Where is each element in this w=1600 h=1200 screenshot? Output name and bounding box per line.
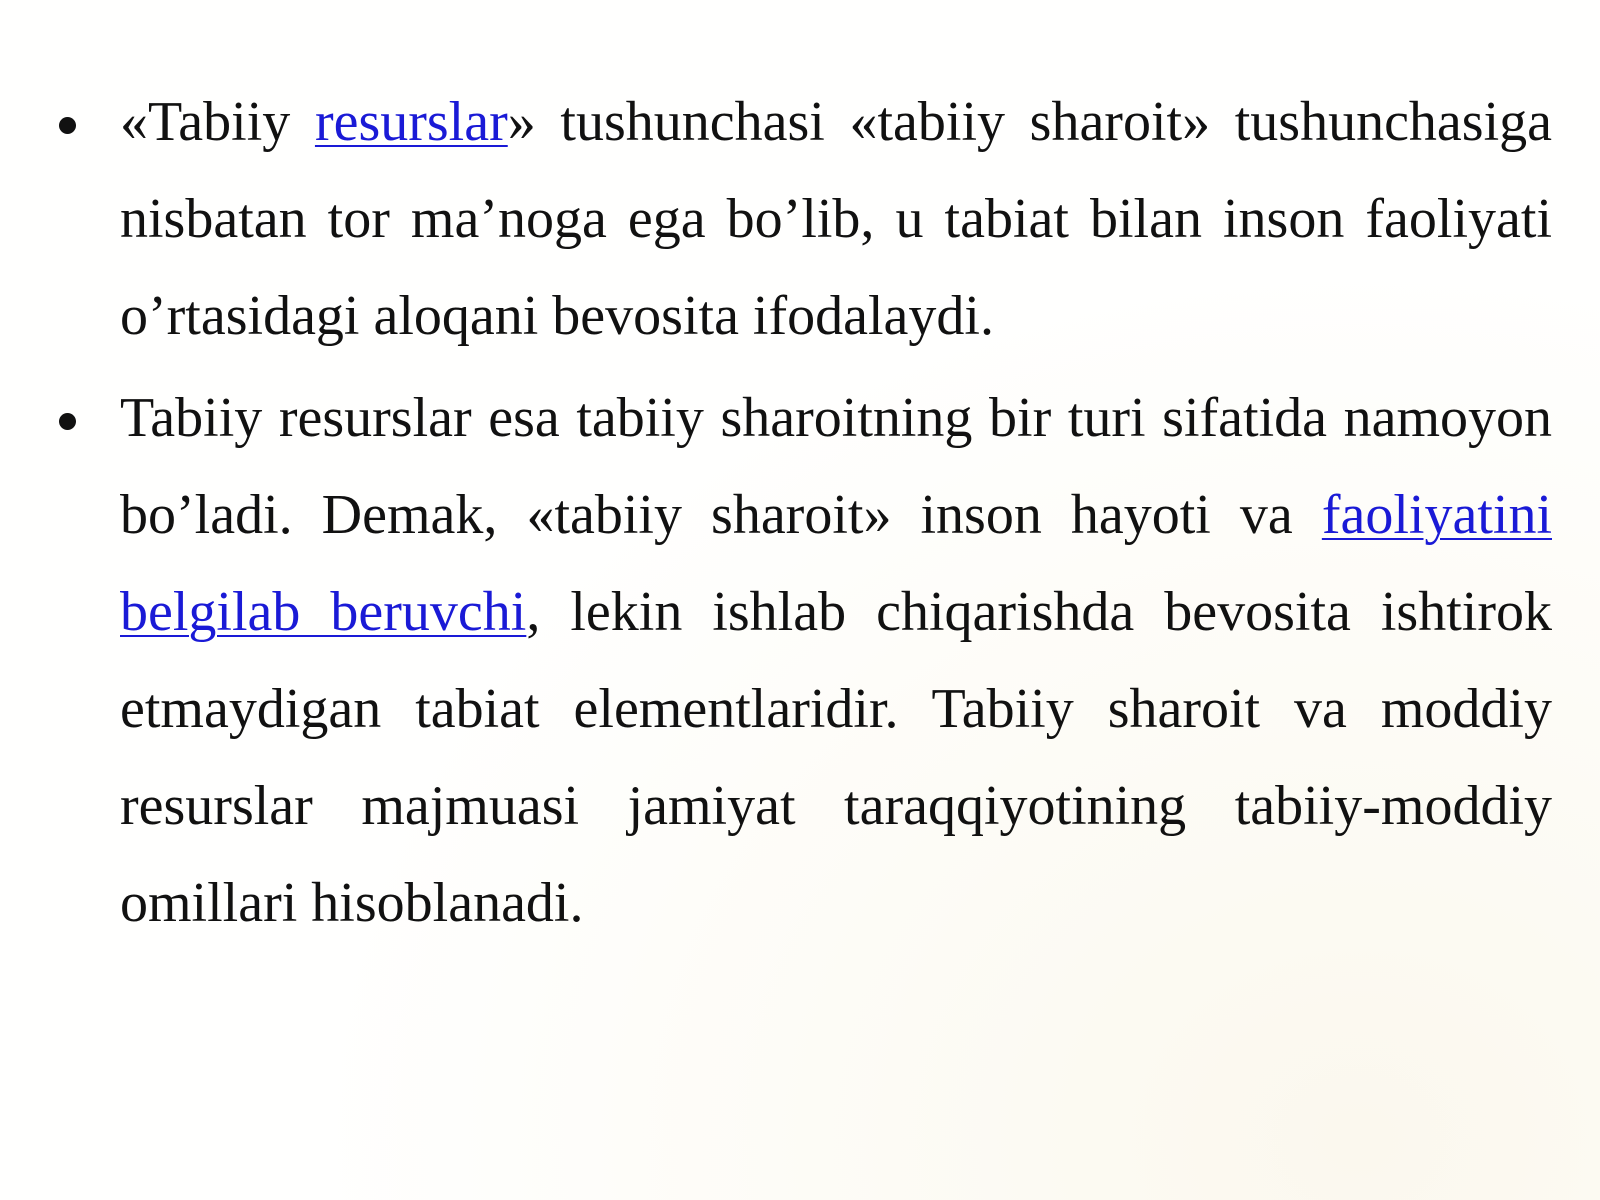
bullet-list	[120, 74, 1552, 957]
bullet-text: » tushunchasi «tabiiy sharoit» tushunchasiga nisbatan tor ma’noga ega bo’lib, u tabiat bilan inson faoliyati o’rtasidagi aloqani bevosita ifodalaydi.	[120, 91, 1552, 347]
link-faoliyatini-belgilab-beruvchi[interactable]: faoliyatini belgilab beruvchi	[120, 484, 1552, 643]
bullet-text: Tabiiy resurslar esa tabiiy sharoitning bir turi sifatida namoyon bo’ladi. Demak, «tabiiy sharoit» inson hayoti va	[120, 387, 1552, 546]
bullet-dot-icon	[59, 413, 76, 430]
bullet-text: , lekin ishlab chiqarishda bevosita ishtirok etmaydigan tabiat elementlaridir. Tabiiy sharoit va moddiy resurslar majmuasi jamiyat taraqqiyotining tabiiy-moddiy omillari hisoblanadi.	[120, 581, 1552, 934]
bullet-item	[120, 74, 1552, 365]
link-resurslar[interactable]: resurslar	[314, 91, 508, 153]
bullet-text: «Tabiiy	[120, 91, 315, 153]
bullet-item	[120, 370, 1552, 952]
bullet-dot-icon	[59, 117, 76, 134]
